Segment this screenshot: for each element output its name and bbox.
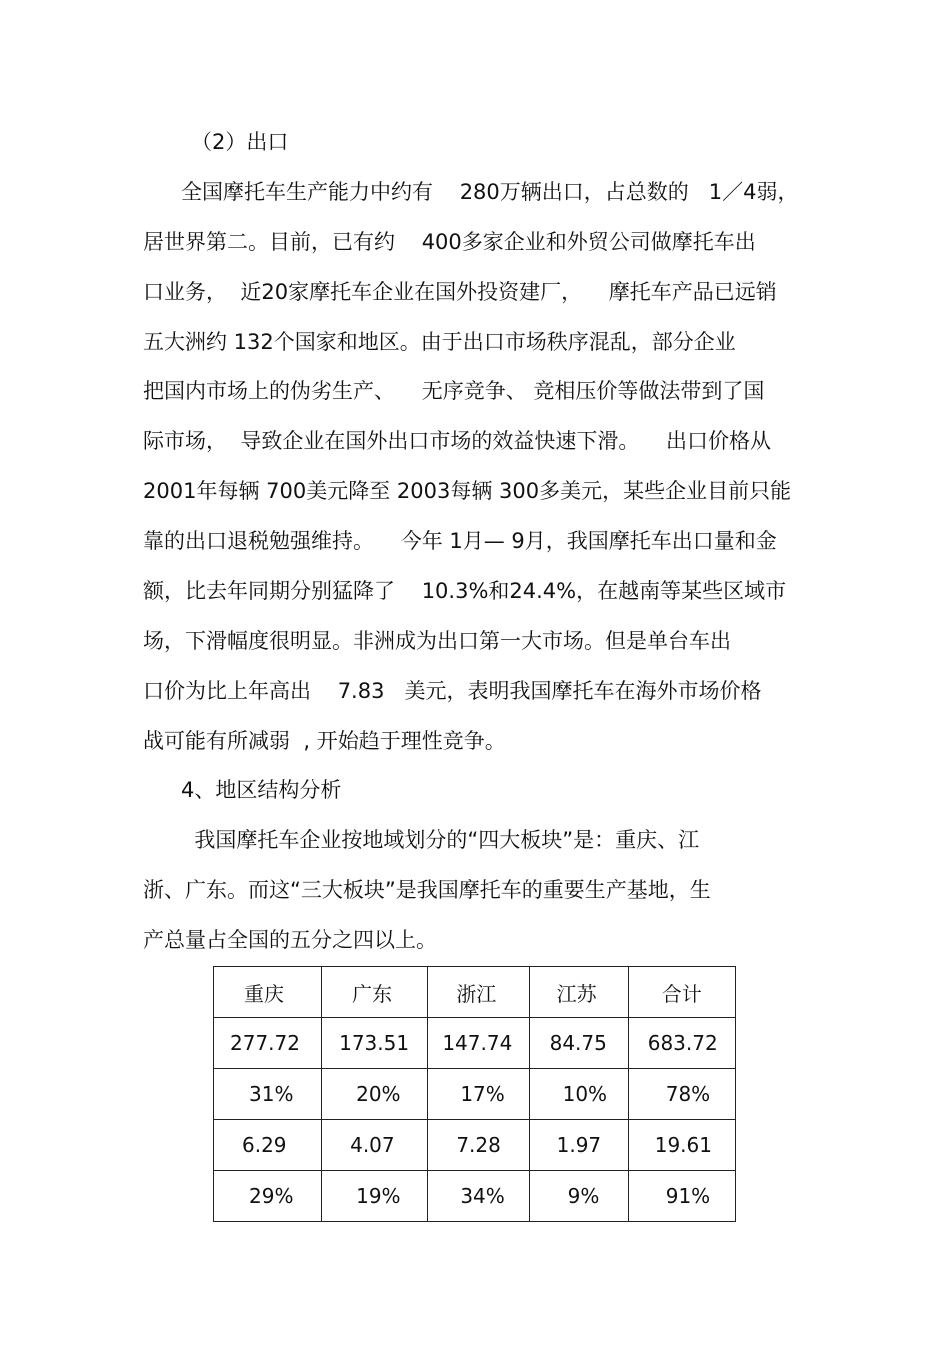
table-cell: 31% [214, 1069, 322, 1120]
table-cell: 19% [322, 1171, 428, 1222]
table-cell: 29% [214, 1171, 322, 1222]
table-cell: 683.72 [628, 1018, 735, 1069]
paragraph-line: 居世界第二。目前，已有约 400多家企业和外贸公司做摩托车出 [143, 230, 756, 254]
paragraph-line: 靠的出口退税勉强维持。 今年 1月— 9月，我国摩托车出口量和金 [143, 529, 777, 553]
paragraph-line: 口价为比上年高出 7.83 美元，表明我国摩托车在海外市场价格 [143, 679, 762, 703]
table-cell: 34% [428, 1171, 529, 1222]
table-cell: 浙江 [428, 967, 529, 1018]
table-cell: 重庆 [214, 967, 322, 1018]
table-cell: 147.74 [428, 1018, 529, 1069]
paragraph-line: 2001年每辆 700美元降至 2003每辆 300多美元，某些企业目前只能 [143, 479, 792, 503]
table-row [214, 1069, 736, 1120]
table-row [214, 967, 736, 1018]
region-production-table [213, 966, 736, 1222]
table-cell: 江苏 [529, 967, 628, 1018]
table-cell: 7.28 [428, 1120, 529, 1171]
paragraph-line: 我国摩托车企业按地域划分的“四大板块”是：重庆、江 [181, 828, 700, 852]
table-cell: 6.29 [214, 1120, 322, 1171]
paragraph-line: 浙、广东。而这“三大板块”是我国摩托车的重要生产基地，生 [143, 878, 711, 902]
region-heading: 4、地区结构分析 [181, 778, 342, 802]
paragraph-line: 五大洲约 132个国家和地区。由于出口市场秩序混乱，部分企业 [143, 330, 736, 354]
paragraph-line: 口业务， 近20家摩托车企业在国外投资建厂， 摩托车产品已远销 [143, 280, 777, 304]
table-cell: 10% [529, 1069, 628, 1120]
paragraph-line: 场，下滑幅度很明显。非洲成为出口第一大市场。但是单台车出 [143, 629, 731, 653]
table-cell: 1.97 [529, 1120, 628, 1171]
table-cell: 84.75 [529, 1018, 628, 1069]
paragraph-line: 战可能有所减弱 , 开始趋于理性竞争。 [143, 729, 506, 753]
table-cell: 20% [322, 1069, 428, 1120]
table-cell: 91% [628, 1171, 735, 1222]
table-cell: 277.72 [214, 1018, 322, 1069]
table-cell: 173.51 [322, 1018, 428, 1069]
table-cell: 合计 [628, 967, 735, 1018]
table-cell: 78% [628, 1069, 735, 1120]
table-cell: 19.61 [628, 1120, 735, 1171]
table-cell: 4.07 [322, 1120, 428, 1171]
table-row [214, 1120, 736, 1171]
paragraph-line: 际市场， 导致企业在国外出口市场的效益快速下滑。 出口价格从 [143, 429, 772, 453]
table-row [214, 1018, 736, 1069]
paragraph-line: 全国摩托车生产能力中约有 280万辆出口，占总数的 1／4弱， [181, 180, 799, 204]
table-row [214, 1171, 736, 1222]
paragraph-line: 额，比去年同期分别猛降了 10.3%和24.4%，在越南等某些区域市 [143, 579, 787, 603]
paragraph-line: 把国内市场上的伪劣生产、 无序竞争、 竞相压价等做法带到了国 [143, 379, 765, 403]
paragraph-line: 产总量占全国的五分之四以上。 [143, 928, 437, 952]
table-cell: 17% [428, 1069, 529, 1120]
table-cell: 广东 [322, 967, 428, 1018]
section-heading: （2）出口 [191, 130, 289, 154]
table-cell: 9% [529, 1171, 628, 1222]
